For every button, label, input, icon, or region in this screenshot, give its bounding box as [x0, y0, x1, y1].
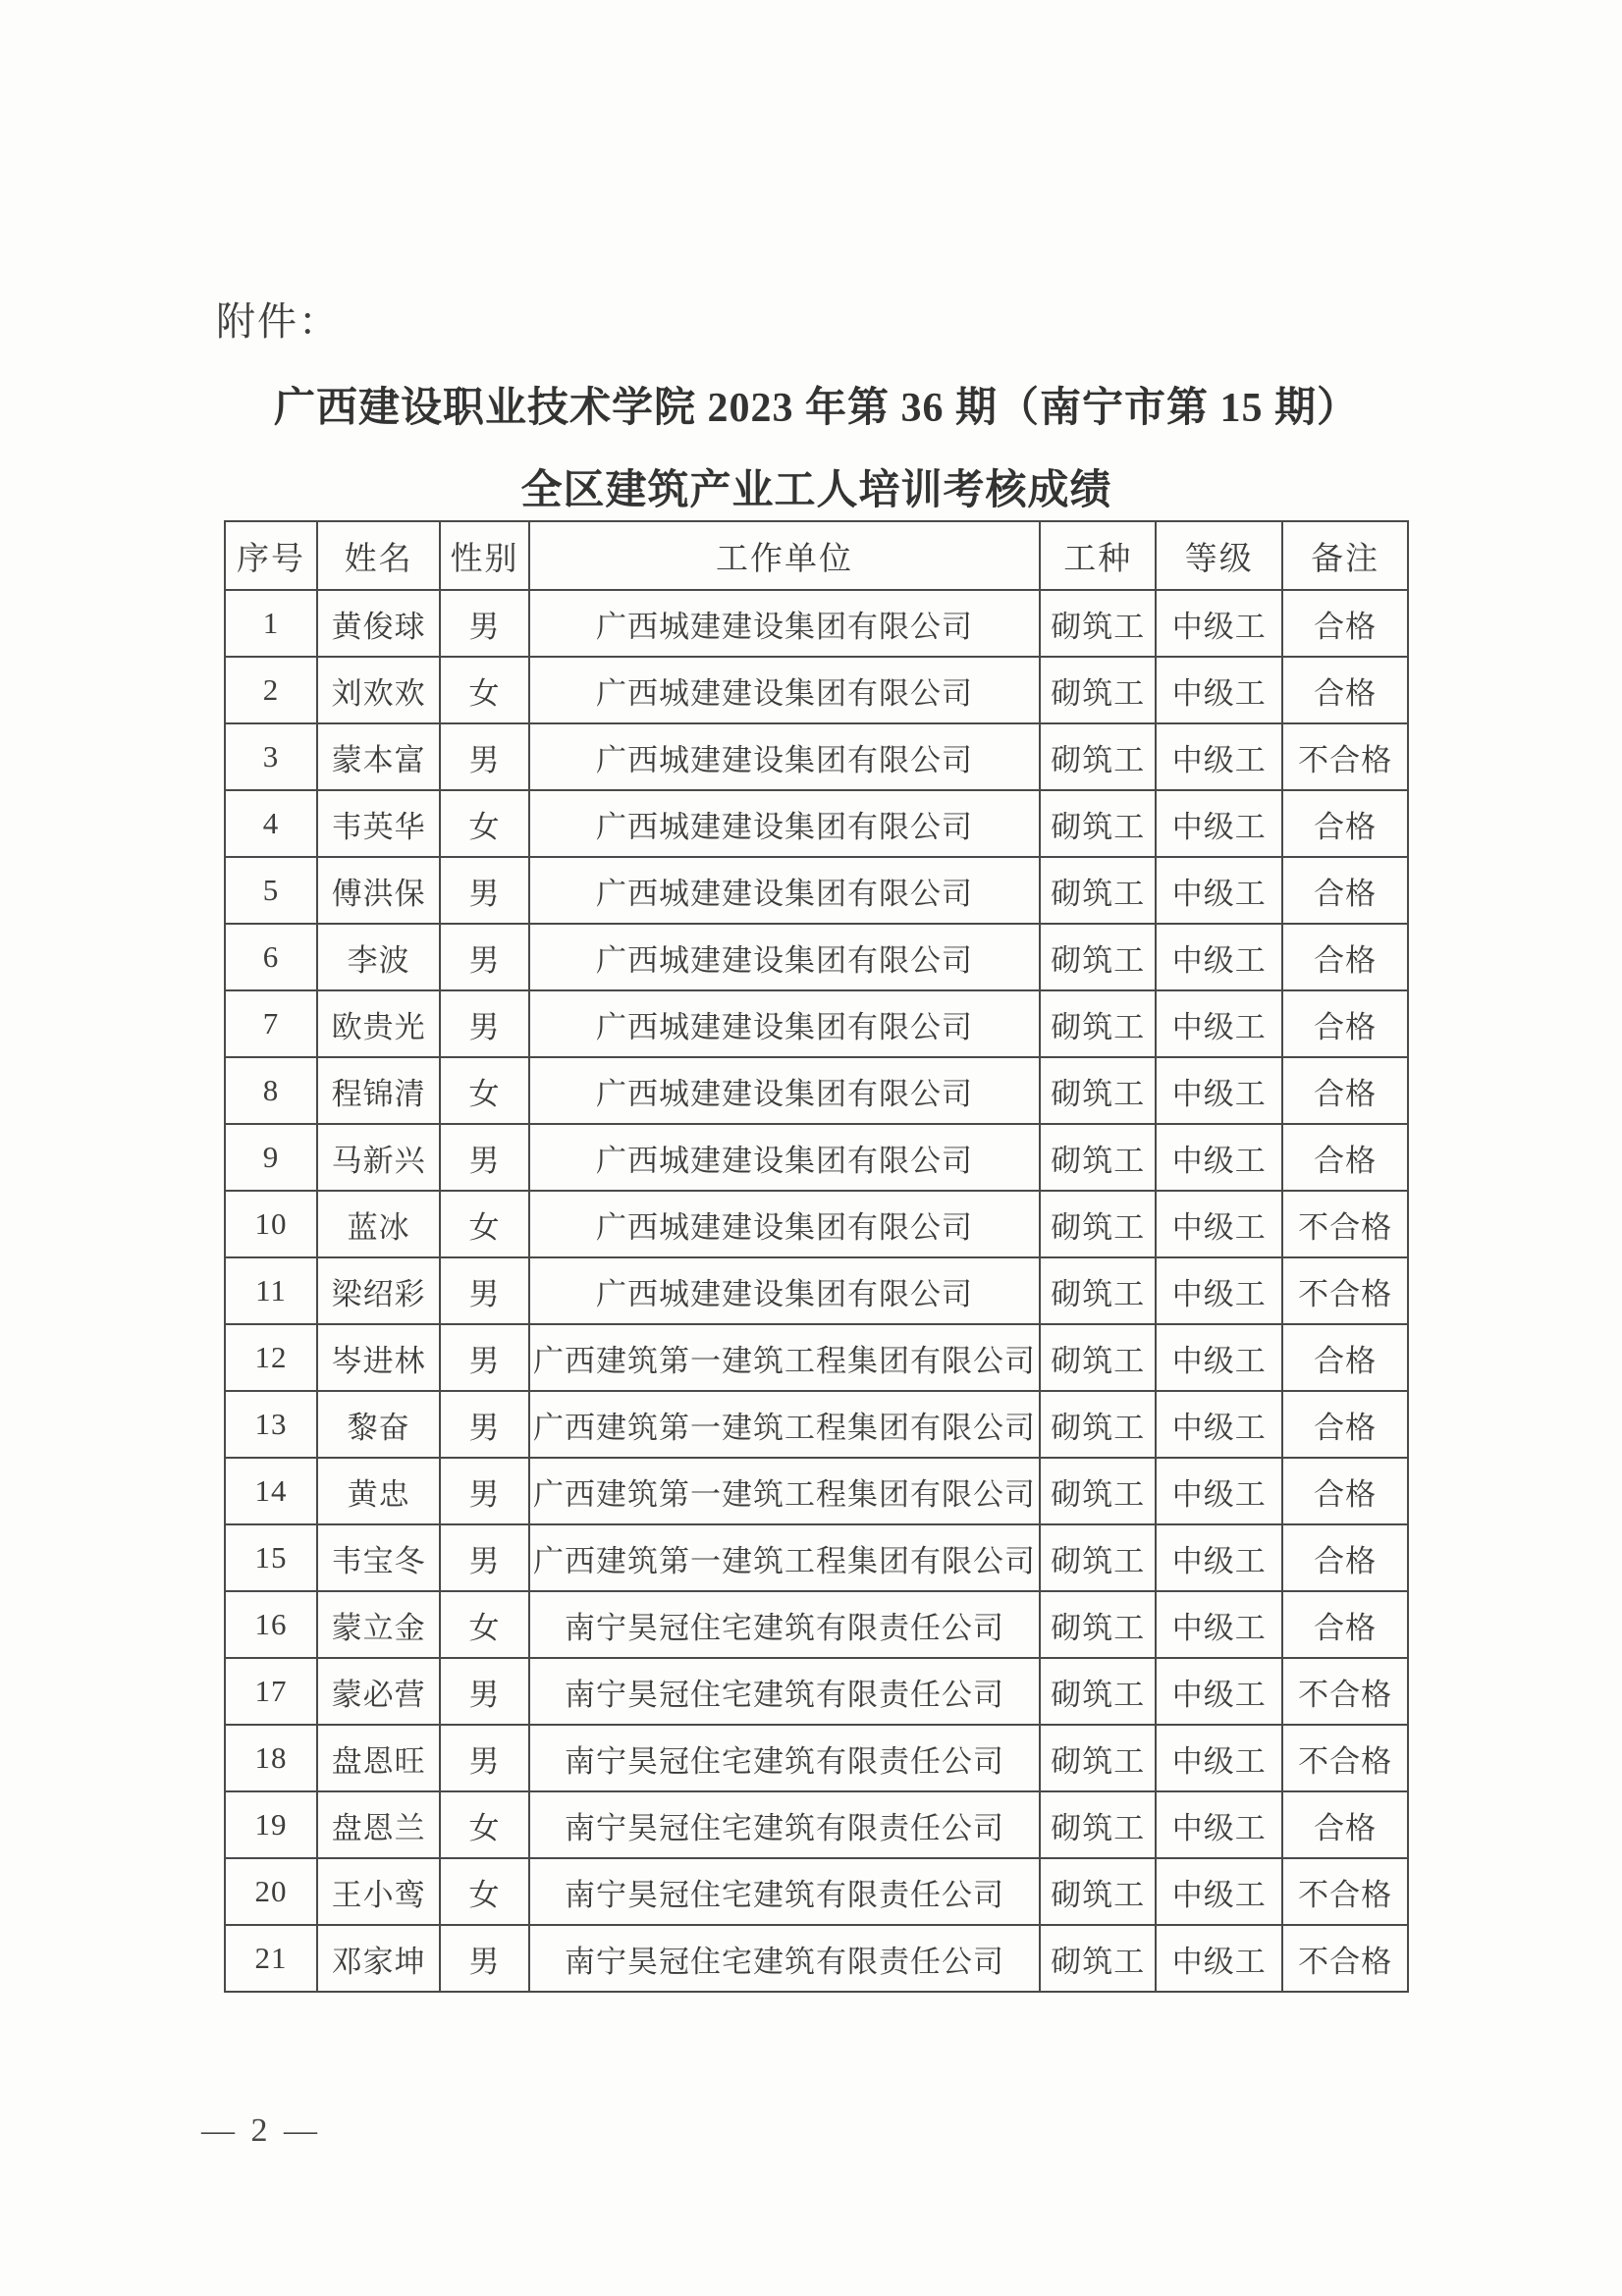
- cell-result: 合格: [1282, 857, 1408, 924]
- header-gender: 性别: [440, 521, 528, 590]
- table-row: [225, 1057, 1408, 1124]
- cell-gender: 男: [440, 1391, 528, 1458]
- table-row: [225, 1324, 1408, 1391]
- cell-trade: 砌筑工: [1040, 1725, 1156, 1791]
- table-row: [225, 1524, 1408, 1591]
- cell-result: 合格: [1282, 1124, 1408, 1191]
- document-title: [224, 367, 1409, 532]
- table-row: [225, 1257, 1408, 1324]
- cell-index: 17: [225, 1658, 317, 1725]
- cell-name: 蓝冰: [317, 1191, 440, 1257]
- cell-result: 不合格: [1282, 1925, 1408, 1992]
- cell-result: 合格: [1282, 790, 1408, 857]
- cell-name: 黄忠: [317, 1458, 440, 1524]
- cell-gender: 男: [440, 1124, 528, 1191]
- header-row: [225, 521, 1408, 590]
- cell-trade: 砌筑工: [1040, 1391, 1156, 1458]
- cell-index: 11: [225, 1257, 317, 1324]
- cell-index: 10: [225, 1191, 317, 1257]
- cell-index: 12: [225, 1324, 317, 1391]
- cell-result: 合格: [1282, 1324, 1408, 1391]
- cell-trade: 砌筑工: [1040, 1591, 1156, 1658]
- cell-result: 合格: [1282, 1391, 1408, 1458]
- cell-result: 不合格: [1282, 1257, 1408, 1324]
- cell-index: 3: [225, 723, 317, 790]
- cell-gender: 男: [440, 1925, 528, 1992]
- table-row: [225, 1658, 1408, 1725]
- cell-gender: 男: [440, 990, 528, 1057]
- cell-level: 中级工: [1156, 1257, 1282, 1324]
- cell-index: 18: [225, 1725, 317, 1791]
- cell-company: 广西城建建设集团有限公司: [529, 924, 1041, 990]
- cell-level: 中级工: [1156, 1925, 1282, 1992]
- cell-trade: 砌筑工: [1040, 1324, 1156, 1391]
- table-row: [225, 990, 1408, 1057]
- table-row: [225, 790, 1408, 857]
- table-row: [225, 1458, 1408, 1524]
- cell-trade: 砌筑工: [1040, 1858, 1156, 1925]
- cell-name: 韦宝冬: [317, 1524, 440, 1591]
- cell-result: 合格: [1282, 924, 1408, 990]
- cell-company: 南宁昊冠住宅建筑有限责任公司: [529, 1858, 1041, 1925]
- cell-gender: 男: [440, 1725, 528, 1791]
- cell-gender: 男: [440, 1257, 528, 1324]
- cell-gender: 女: [440, 1791, 528, 1858]
- cell-trade: 砌筑工: [1040, 1925, 1156, 1992]
- cell-name: 程锦清: [317, 1057, 440, 1124]
- table-row: [225, 723, 1408, 790]
- cell-result: 不合格: [1282, 1658, 1408, 1725]
- cell-result: 不合格: [1282, 723, 1408, 790]
- attachment-label: 附件：: [216, 299, 340, 344]
- cell-level: 中级工: [1156, 1191, 1282, 1257]
- table-row: [225, 590, 1408, 657]
- cell-level: 中级工: [1156, 1124, 1282, 1191]
- cell-level: 中级工: [1156, 1791, 1282, 1858]
- table-row: [225, 1391, 1408, 1458]
- cell-level: 中级工: [1156, 1458, 1282, 1524]
- cell-trade: 砌筑工: [1040, 990, 1156, 1057]
- cell-name: 梁绍彩: [317, 1257, 440, 1324]
- table-row: [225, 924, 1408, 990]
- cell-level: 中级工: [1156, 657, 1282, 723]
- cell-company: 南宁昊冠住宅建筑有限责任公司: [529, 1658, 1041, 1725]
- cell-trade: 砌筑工: [1040, 657, 1156, 723]
- cell-company: 广西城建建设集团有限公司: [529, 1191, 1041, 1257]
- cell-name: 蒙本富: [317, 723, 440, 790]
- cell-gender: 男: [440, 1524, 528, 1591]
- cell-company: 广西城建建设集团有限公司: [529, 590, 1041, 657]
- cell-trade: 砌筑工: [1040, 590, 1156, 657]
- cell-result: 合格: [1282, 1458, 1408, 1524]
- cell-trade: 砌筑工: [1040, 1191, 1156, 1257]
- cell-name: 蒙立金: [317, 1591, 440, 1658]
- cell-level: 中级工: [1156, 1591, 1282, 1658]
- table-row: [225, 1791, 1408, 1858]
- header-level: 等级: [1156, 521, 1282, 590]
- cell-gender: 女: [440, 790, 528, 857]
- table-row: [225, 1191, 1408, 1257]
- cell-result: 合格: [1282, 1591, 1408, 1658]
- cell-result: 不合格: [1282, 1858, 1408, 1925]
- results-table-header: [225, 521, 1408, 590]
- cell-name: 欧贵光: [317, 990, 440, 1057]
- header-trade: 工种: [1040, 521, 1156, 590]
- table-row: [225, 1591, 1408, 1658]
- cell-name: 岑进林: [317, 1324, 440, 1391]
- cell-index: 20: [225, 1858, 317, 1925]
- cell-company: 广西建筑第一建筑工程集团有限公司: [529, 1458, 1041, 1524]
- cell-level: 中级工: [1156, 924, 1282, 990]
- cell-name: 傅洪保: [317, 857, 440, 924]
- cell-trade: 砌筑工: [1040, 924, 1156, 990]
- table-row: [225, 1858, 1408, 1925]
- cell-name: 盘恩兰: [317, 1791, 440, 1858]
- cell-name: 黎奋: [317, 1391, 440, 1458]
- cell-gender: 女: [440, 1191, 528, 1257]
- table-row: [225, 1925, 1408, 1992]
- cell-trade: 砌筑工: [1040, 1257, 1156, 1324]
- cell-company: 广西城建建设集团有限公司: [529, 857, 1041, 924]
- cell-result: 合格: [1282, 590, 1408, 657]
- cell-level: 中级工: [1156, 1524, 1282, 1591]
- cell-gender: 男: [440, 924, 528, 990]
- cell-company: 广西城建建设集团有限公司: [529, 657, 1041, 723]
- cell-result: 合格: [1282, 990, 1408, 1057]
- cell-level: 中级工: [1156, 1858, 1282, 1925]
- cell-company: 南宁昊冠住宅建筑有限责任公司: [529, 1725, 1041, 1791]
- cell-level: 中级工: [1156, 1324, 1282, 1391]
- cell-result: 合格: [1282, 1791, 1408, 1858]
- cell-index: 7: [225, 990, 317, 1057]
- cell-level: 中级工: [1156, 790, 1282, 857]
- header-index: 序号: [225, 521, 317, 590]
- cell-company: 广西城建建设集团有限公司: [529, 990, 1041, 1057]
- cell-name: 黄俊球: [317, 590, 440, 657]
- cell-level: 中级工: [1156, 1658, 1282, 1725]
- document-title-line1: 广西建设职业技术学院 2023 年第 36 期（南宁市第 15 期）: [273, 386, 1359, 431]
- header-result: 备注: [1282, 521, 1408, 590]
- cell-company: 南宁昊冠住宅建筑有限责任公司: [529, 1925, 1041, 1992]
- cell-index: 21: [225, 1925, 317, 1992]
- cell-gender: 男: [440, 857, 528, 924]
- table-row: [225, 657, 1408, 723]
- header-company: 工作单位: [529, 521, 1041, 590]
- cell-level: 中级工: [1156, 857, 1282, 924]
- cell-gender: 女: [440, 1858, 528, 1925]
- cell-name: 王小鸾: [317, 1858, 440, 1925]
- cell-company: 广西建筑第一建筑工程集团有限公司: [529, 1324, 1041, 1391]
- cell-index: 13: [225, 1391, 317, 1458]
- cell-trade: 砌筑工: [1040, 1524, 1156, 1591]
- cell-level: 中级工: [1156, 1725, 1282, 1791]
- cell-level: 中级工: [1156, 590, 1282, 657]
- cell-name: 蒙必营: [317, 1658, 440, 1725]
- cell-result: 合格: [1282, 1524, 1408, 1591]
- cell-index: 4: [225, 790, 317, 857]
- cell-company: 广西城建建设集团有限公司: [529, 1257, 1041, 1324]
- cell-trade: 砌筑工: [1040, 790, 1156, 857]
- cell-result: 不合格: [1282, 1191, 1408, 1257]
- cell-gender: 男: [440, 1658, 528, 1725]
- table-row: [225, 1725, 1408, 1791]
- cell-level: 中级工: [1156, 1057, 1282, 1124]
- cell-trade: 砌筑工: [1040, 723, 1156, 790]
- cell-result: 不合格: [1282, 1725, 1408, 1791]
- cell-index: 16: [225, 1591, 317, 1658]
- cell-index: 2: [225, 657, 317, 723]
- cell-company: 广西城建建设集团有限公司: [529, 790, 1041, 857]
- cell-gender: 男: [440, 1458, 528, 1524]
- cell-company: 广西建筑第一建筑工程集团有限公司: [529, 1391, 1041, 1458]
- cell-index: 19: [225, 1791, 317, 1858]
- cell-gender: 男: [440, 723, 528, 790]
- cell-company: 南宁昊冠住宅建筑有限责任公司: [529, 1591, 1041, 1658]
- header-name: 姓名: [317, 521, 440, 590]
- cell-level: 中级工: [1156, 723, 1282, 790]
- cell-gender: 男: [440, 1324, 528, 1391]
- results-table-body: [225, 590, 1408, 1992]
- cell-company: 广西城建建设集团有限公司: [529, 1124, 1041, 1191]
- cell-index: 1: [225, 590, 317, 657]
- cell-index: 14: [225, 1458, 317, 1524]
- cell-index: 8: [225, 1057, 317, 1124]
- table-row: [225, 857, 1408, 924]
- cell-name: 马新兴: [317, 1124, 440, 1191]
- cell-level: 中级工: [1156, 1391, 1282, 1458]
- cell-index: 6: [225, 924, 317, 990]
- cell-name: 韦英华: [317, 790, 440, 857]
- table-row: [225, 1124, 1408, 1191]
- cell-company: 广西建筑第一建筑工程集团有限公司: [529, 1524, 1041, 1591]
- cell-name: 盘恩旺: [317, 1725, 440, 1791]
- cell-trade: 砌筑工: [1040, 1124, 1156, 1191]
- document-title-line2: 全区建筑产业工人培训考核成绩: [520, 468, 1112, 513]
- cell-index: 9: [225, 1124, 317, 1191]
- cell-gender: 女: [440, 1591, 528, 1658]
- cell-trade: 砌筑工: [1040, 1458, 1156, 1524]
- cell-company: 南宁昊冠住宅建筑有限责任公司: [529, 1791, 1041, 1858]
- cell-name: 李波: [317, 924, 440, 990]
- cell-name: 邓家坤: [317, 1925, 440, 1992]
- cell-level: 中级工: [1156, 990, 1282, 1057]
- cell-result: 合格: [1282, 1057, 1408, 1124]
- cell-trade: 砌筑工: [1040, 1791, 1156, 1858]
- page-number: — 2 —: [201, 2112, 321, 2149]
- cell-gender: 女: [440, 657, 528, 723]
- cell-index: 5: [225, 857, 317, 924]
- cell-index: 15: [225, 1524, 317, 1591]
- cell-trade: 砌筑工: [1040, 1658, 1156, 1725]
- cell-trade: 砌筑工: [1040, 1057, 1156, 1124]
- cell-name: 刘欢欢: [317, 657, 440, 723]
- cell-company: 广西城建建设集团有限公司: [529, 1057, 1041, 1124]
- results-table: [224, 520, 1409, 1993]
- cell-company: 广西城建建设集团有限公司: [529, 723, 1041, 790]
- cell-gender: 女: [440, 1057, 528, 1124]
- cell-trade: 砌筑工: [1040, 857, 1156, 924]
- cell-result: 合格: [1282, 657, 1408, 723]
- cell-gender: 男: [440, 590, 528, 657]
